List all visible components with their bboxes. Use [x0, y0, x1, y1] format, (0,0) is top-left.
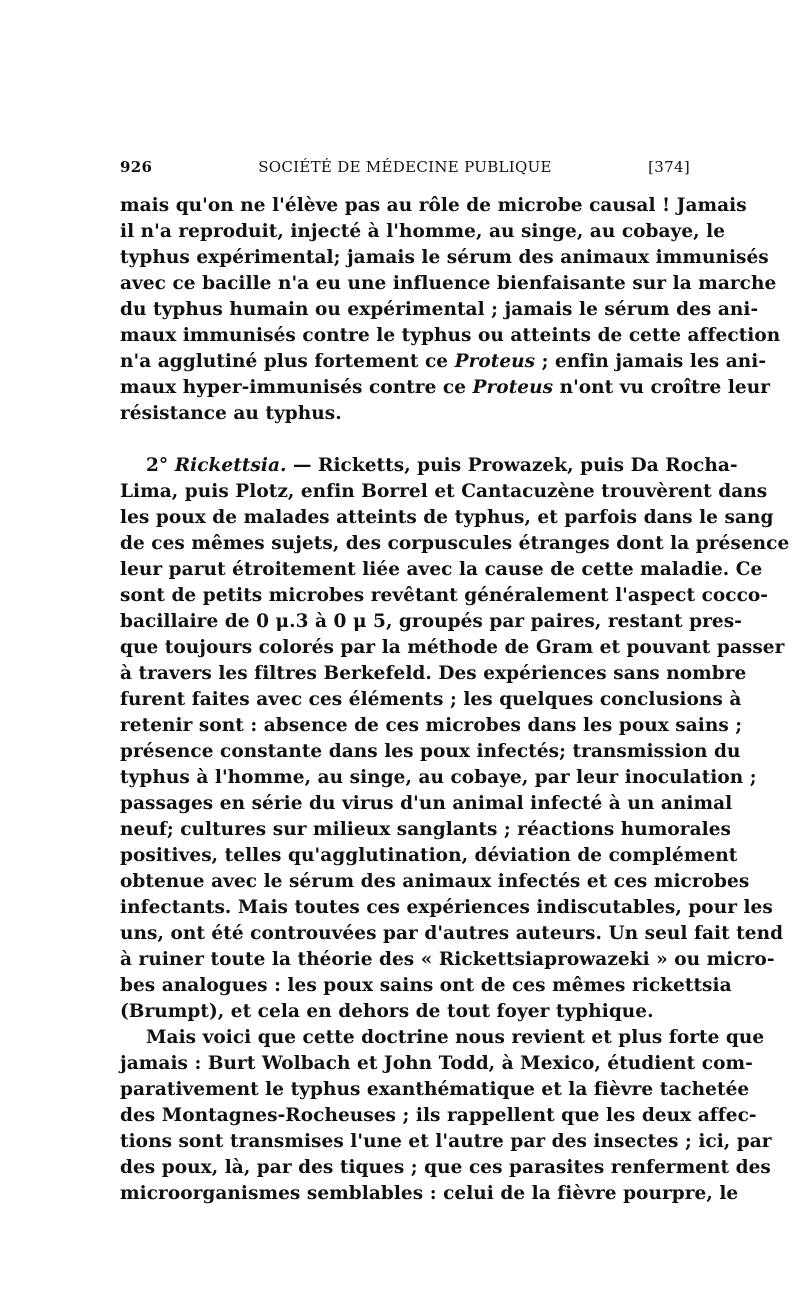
text-line: 2° Rickettsia. — Ricketts, puis Prowazek, puis Da Rocha-: [146, 455, 738, 476]
paragraph: [120, 453, 790, 1025]
text-line: passages en série du virus d'un animal infecté à un animal: [120, 793, 733, 814]
text-line: infectants. Mais toutes ces expériences indiscutables, pour les: [120, 897, 773, 918]
text-line: positives, telles qu'agglutination, déviation de complément: [120, 845, 738, 866]
text-line: parativement le typhus exanthématique et la fièvre tachetée: [120, 1079, 750, 1100]
text-line: maux immunisés contre le typhus ou atteints de cette affection: [120, 325, 781, 346]
text-line: des poux, là, par des tiques ; que ces parasites renferment des: [120, 1157, 771, 1178]
text-line: avec ce bacille n'a eu une influence bienfaisante sur la marche: [120, 273, 777, 294]
text-line: de ces mêmes sujets, des corpuscules étranges dont la présence: [120, 533, 790, 554]
text-line: bacillaire de 0 μ.3 à 0 μ 5, groupés par paires, restant pres-: [120, 611, 742, 632]
page-number: 926: [120, 158, 153, 176]
text-line: il n'a reproduit, injecté à l'homme, au singe, au cobaye, le: [120, 221, 726, 242]
text-line: maux hyper-immunisés contre ce Proteus n'ont vu croître leur: [120, 377, 771, 398]
text-line: uns, ont été controuvées par d'autres auteurs. Un seul fait tend: [120, 923, 784, 944]
text-line: mais qu'on ne l'élève pas au rôle de microbe causal ! Jamais: [120, 195, 747, 216]
text-line: microorganismes semblables : celui de la fièvre pourpre, le: [120, 1183, 739, 1204]
text-line: présence constante dans les poux infectés; transmission du: [120, 741, 741, 762]
text-line: leur parut étroitement liée avec la cause de cette maladie. Ce: [120, 559, 763, 580]
text-line: retenir sont : absence de ces microbes dans les poux sains ;: [120, 715, 743, 736]
text-line: obtenue avec le sérum des animaux infectés et ces microbes: [120, 871, 750, 892]
text-line: n'a agglutiné plus fortement ce Proteus ; enfin jamais les ani-: [120, 351, 767, 372]
section-reference: [374]: [648, 158, 690, 176]
paragraph: [120, 1025, 772, 1207]
running-title: SOCIÉTÉ DE MÉDECINE PUBLIQUE: [258, 158, 552, 176]
text-line: typhus expérimental; jamais le sérum des animaux immunisés: [120, 247, 769, 268]
text-line: résistance au typhus.: [120, 403, 342, 424]
text-line: sont de petits microbes revêtant généralement l'aspect cocco-: [120, 585, 769, 606]
running-header: [120, 158, 690, 180]
text-line: que toujours colorés par la méthode de Gram et pouvant passer: [120, 637, 785, 658]
text-line: des Montagnes-Rocheuses ; ils rappellent que les deux affec-: [120, 1105, 757, 1126]
text-line: bes analogues : les poux sains ont de ces mêmes rickettsia: [120, 975, 732, 996]
italic-term: Proteus: [454, 351, 536, 372]
text-line: Lima, puis Plotz, enfin Borrel et Cantacuzène trouvèrent dans: [120, 481, 768, 502]
italic-term: Rickettsia.: [174, 455, 287, 476]
paragraph: [120, 193, 781, 427]
text-line: furent faites avec ces éléments ; les quelques conclusions à: [120, 689, 742, 710]
page-body: [120, 193, 790, 1207]
text-line: Mais voici que cette doctrine nous revient et plus forte que: [146, 1027, 765, 1048]
text-line: les poux de malades atteints de typhus, et parfois dans le sang: [120, 507, 774, 528]
text-line: à travers les filtres Berkefeld. Des expériences sans nombre: [120, 663, 747, 684]
paragraph-gap: [120, 427, 690, 453]
text-line: à ruiner toute la théorie des « Rickettsiaprowazeki » ou micro-: [120, 949, 775, 970]
text-line: typhus à l'homme, au singe, au cobaye, par leur inoculation ;: [120, 767, 757, 788]
text-line: jamais : Burt Wolbach et John Todd, à Mexico, étudient com-: [120, 1053, 753, 1074]
text-line: tions sont transmises l'une et l'autre par des insectes ; ici, par: [120, 1131, 772, 1152]
italic-term: Proteus: [472, 377, 554, 398]
text-line: (Brumpt), et cela en dehors de tout foyer typhique.: [120, 1001, 654, 1022]
text-line: du typhus humain ou expérimental ; jamais le sérum des ani-: [120, 299, 759, 320]
text-line: neuf; cultures sur milieux sanglants ; réactions humorales: [120, 819, 731, 840]
